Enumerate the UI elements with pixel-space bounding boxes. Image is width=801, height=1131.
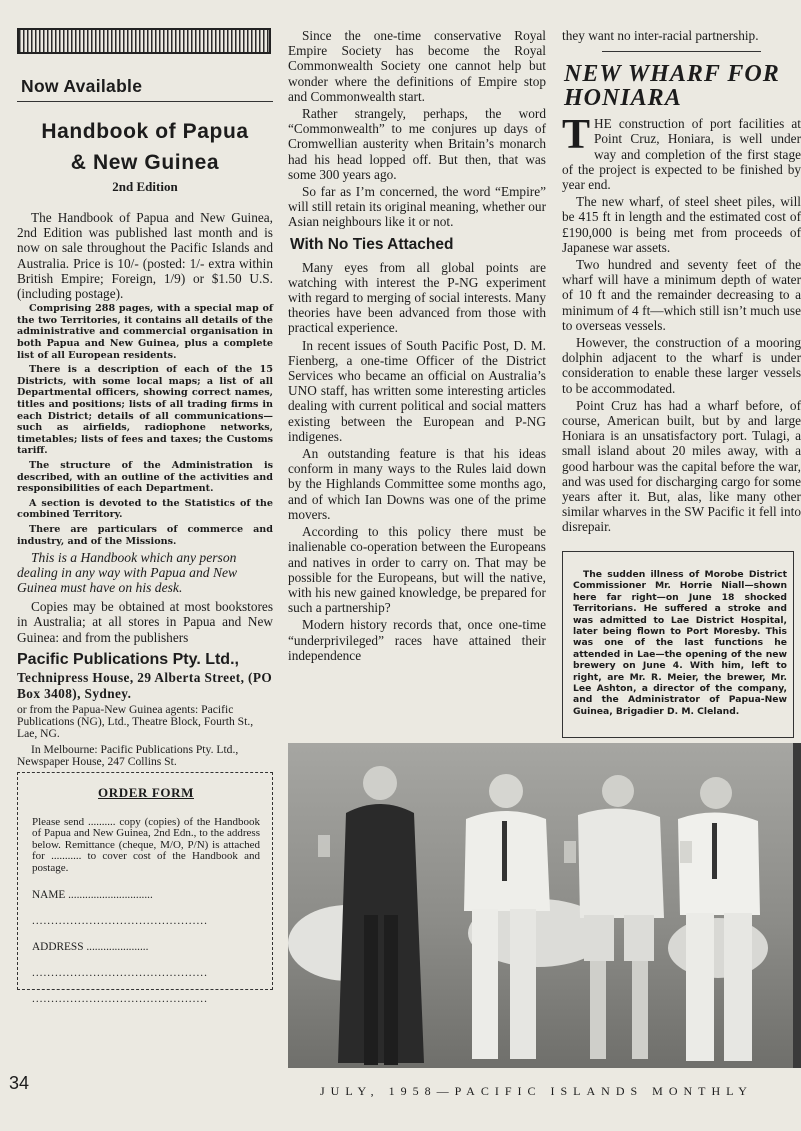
decorative-barcode-band xyxy=(17,28,271,54)
headline-line1: NEW WHARF FOR xyxy=(564,61,780,88)
article-paragraph: Point Cruz has had a wharf before, of course, American built, but by and large Honiara is an unsatisfactory port. Tulagi, a small island about 20 miles away, with a good harbour was the capital before the war, and was used for discharging cargo for some years after it. But, alas, like many other similar wharves in the SW Pacific it fell into disrepair. xyxy=(562,397,801,535)
photo-caption-box xyxy=(562,551,794,738)
ad-detail: Comprising 288 pages, with a special map of the two Territories, it contains all details of the administrative and commercial organisation in both Papua and New Guinea, plus a complete list of all European residents. xyxy=(17,303,273,361)
order-form-text: Please send .......... copy (copies) of the Handbook of Papua and New Guinea, 2nd Edn., to the address below. Remittance (cheque, M/O, P/N) is attached for ........... to cover cost of the Handbook and postage. xyxy=(32,815,260,875)
ad-detail: The structure of the Administration is described, with an outline of the activities and responsibilities of each Department. xyxy=(17,459,273,495)
order-form-title: ORDER FORM xyxy=(98,784,194,800)
address-blank: ...................... xyxy=(86,940,149,953)
continuation-text: they want no inter-racial partnership. xyxy=(562,28,759,43)
publisher-address: Technipress House, 29 Alberta Street, (PO Box 3408), Sydney. xyxy=(17,669,273,701)
ad-title-line2: & New Guinea xyxy=(70,151,220,174)
article-paragraph: An outstanding feature is that his ideas conform in many ways to the Rules laid down by the Highlands Committee some months ago, and of which Ian Downs was one of the prime movers. xyxy=(288,446,546,522)
section-subheading: With No Ties Attached xyxy=(290,235,454,253)
ad-title-line1: Handbook of Papua xyxy=(41,120,249,143)
ad-detail: A section is devoted to the Statistics of the combined Territory. xyxy=(17,497,273,521)
address-blank-line[interactable]: .............................................. xyxy=(32,966,208,979)
photo-caption: The sudden illness of Morobe District Commissioner Mr. Horrie Niall—shown here far right—on June 18 shocked Territorians. He suffered a stroke and was admitted to Lae District Hospital, later being flown to Port Moresby. This was one of the last functions he attended in Lae—the opening of the new brewery on June 4. With him, left to right, are Mr. R. Meier, the brewer, Mr. Lee Ashton, a director of the company, and the Administrator of Papua-New Guinea, Brigadier D. M. Cleland. xyxy=(573,569,787,717)
edition-label: 2nd Edition xyxy=(112,179,178,194)
right-column xyxy=(562,28,801,537)
address-field[interactable] xyxy=(32,941,260,953)
ad-copies: Copies may be obtained at most bookstores in Australia; at all stores in Papua and New Guinea: and from the publishers xyxy=(17,599,273,645)
name-field[interactable] xyxy=(32,889,260,901)
melbourne-text: In Melbourne: Pacific Publications Pty. Ltd., Newspaper House, 247 Collins St. xyxy=(17,742,239,768)
name-blank-line[interactable]: .............................................. xyxy=(32,914,208,927)
article-paragraph xyxy=(562,112,801,193)
ad-italic-note: This is a Handbook which any person dealing in any way with Papua and New Guinea must have on his desk. xyxy=(17,550,238,596)
handbook-advertisement xyxy=(17,28,273,1005)
lead-text: HE construction of port facilities at Point Cruz, Honiara, is well under way and completion of the first stage of the project is expected to be finished by year end. xyxy=(562,116,801,193)
photo-illustration xyxy=(288,743,801,1068)
drop-cap: T xyxy=(562,112,591,159)
article-headline xyxy=(564,62,801,110)
article-paragraph: Modern history records that, once one-time “underprivileged” races have attained their independence xyxy=(288,617,546,663)
name-label: NAME xyxy=(32,888,66,901)
ad-title xyxy=(17,116,273,178)
article-paragraph: In recent issues of South Pacific Post, D. M. Fienberg, a one-time Officer of the District Services who became an official on Australia’s UNO staff, has written some interesting articles dealing with current political and social matters existing between the European and P-NG indigenes. xyxy=(288,337,546,444)
headline-line2: HONIARA xyxy=(564,85,682,112)
divider xyxy=(602,51,761,52)
brewery-opening-photo xyxy=(288,743,801,1068)
page-number: 34 xyxy=(9,1073,30,1093)
article-paragraph: The new wharf, of steel sheet piles, will be 415 ft in length and the estimated cost of £190,000 is being met from proceeds of Japanese war assets. xyxy=(562,194,801,255)
divider xyxy=(17,101,273,102)
article-paragraph: So far as I’m concerned, the word “Empire” will still retain its original meaning, whether our Asian neighbours like it or not. xyxy=(288,184,546,230)
address-blank-line[interactable]: .............................................. xyxy=(32,992,208,1005)
article-paragraph: Since the one-time conservative Royal Empire Society has become the Royal Commonwealth Society one cannot help but wonder where the definitions of Empire stop and Commonwealth start. xyxy=(288,28,546,104)
address-label: ADDRESS xyxy=(32,940,84,953)
ad-intro: The Handbook of Papua and New Guinea, 2nd Edition was published last month and is now on sale throughout the Pacific Islands and Australia. Price is 10/- (posted: 1/- extra within British Empire; Foreign, 1/9) or $1.50 U.S. (including postage). xyxy=(17,210,273,302)
now-available-heading: Now Available xyxy=(21,76,143,96)
article-paragraph: Many eyes from all global points are watching with interest the P-NG experiment with regard to merging of social interests. Many theories have been advanced from those with practical experience. xyxy=(288,259,546,336)
name-blank: .............................. xyxy=(68,888,153,901)
ad-detail: There are particulars of commerce and industry, and of the Missions. xyxy=(17,523,273,547)
article-paragraph: According to this policy there must be inalienable co-operation between the Europeans and natives in order to carry on. That may be possible for the Europeans, but will the native, with his new gained knowledge, be prepared for such a partnership? xyxy=(288,524,546,616)
order-form xyxy=(17,772,273,1005)
agents-text: or from the Papua-New Guinea agents: Pacific Publications (NG), Ltd., Theatre Block, Fourth St., Lae, NG. xyxy=(17,702,254,740)
article-paragraph: However, the construction of a mooring dolphin adjacent to the wharf is under consideration to enable these larger vessels to be accommodated. xyxy=(562,335,801,396)
middle-column xyxy=(288,28,546,665)
ad-detail: There is a description of each of the 15 Districts, with some local maps; a list of all Departmental officers, showing correct names, titles and positions; lists of all trading firms in each District; details of all communications—such as airfields, radiophone networks, timetables; lists of fees and taxes; the Customs tariff. xyxy=(17,364,273,457)
article-paragraph: Two hundred and seventy feet of the wharf will have a minimum depth of water of 10 ft and the remainder decreasing to a minimum of 4 ft—which still isn’t much use to overseas vessels. xyxy=(562,257,801,333)
article-paragraph: Rather strangely, perhaps, the word “Commonwealth” to me conjures up days of Cromwellian austerity when Britain’s monarch had his head lopped off. But then, that was some 300 years ago. xyxy=(288,106,546,182)
publisher-name: Pacific Publications Pty. Ltd., xyxy=(17,650,239,668)
running-footer: JULY, 1958—PACIFIC ISLANDS MONTHLY xyxy=(320,1084,753,1098)
